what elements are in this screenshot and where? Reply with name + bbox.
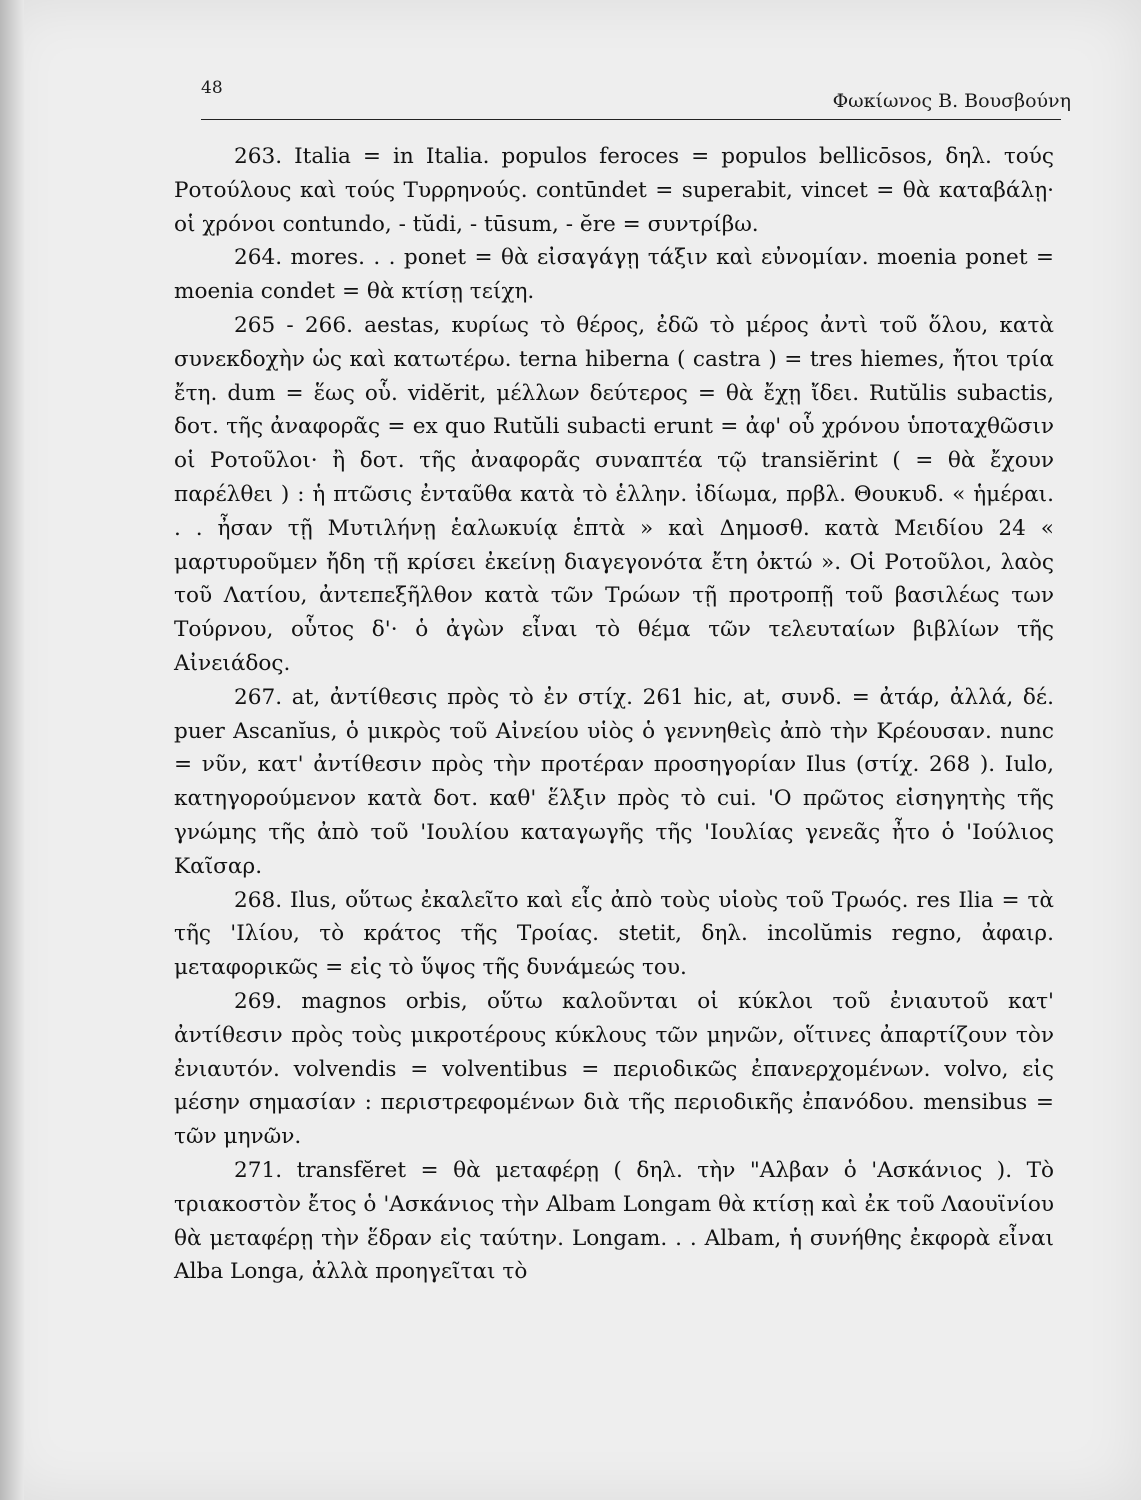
note-269: 269. magnos orbis, οὕτω καλοῦνται οἱ κύκλοι τοῦ ἐνιαυτοῦ κατ' ἀντίθεσιν πρὸς τοὺς μικροτέρους κύκλους τῶν μηνῶν, οἵτινες ἀπαρτίζουν τὸν ἐνιαυτόν. volvendis = volventibus = περιοδικῶς ἐπανερχομένων. volvo, εἰς μέσην σημασίαν : περιστρεφομένων διὰ τῆς περιοδικῆς ἐπανόδου. mensibus = τῶν μηνῶν. bbox=[174, 988, 1054, 1150]
page-header bbox=[201, 76, 1071, 126]
running-head: Φωκίωνος Β. Βουσβούνη bbox=[832, 90, 1071, 112]
note-264: 264. mores. . . ponet = θὰ εἰσαγάγῃ τάξιν καὶ εὐνομίαν. moenia ponet = moenia condet = θὰ κτίσῃ τείχη. bbox=[174, 245, 1054, 305]
note-268: 268. Ilus, οὕτως ἐκαλεῖτο καὶ εἷς ἀπὸ τοὺς υἱοὺς τοῦ Τρωός. res Ilia = τὰ τῆς 'Ιλίου, τὸ κράτος τῆς Τροίας. stetit, δηλ. incolŭmis regno, ἀφαιρ. μεταφορικῶς = εἰς τὸ ὕψος τῆς δυνάμεώς του. bbox=[174, 887, 1054, 981]
note-271: 271. transfĕret = θὰ μεταφέρῃ ( δηλ. τὴν "Αλβαν ὁ 'Ασκάνιος ). Τὸ τριακοστὸν ἔτος ὁ 'Ασκάνιος τὴν Albam Longam θὰ κτίσῃ καὶ ἐκ τοῦ Λαουϊνίου θὰ μεταφέρῃ τὴν ἕδραν εἰς ταύτην. Longam. . . Albam, ἡ συνήθης ἐκφορὰ εἶναι Alba Longa, ἀλλὰ προηγεῖται τὸ bbox=[174, 1157, 1054, 1285]
page-gutter-shadow bbox=[0, 0, 24, 1500]
page-number: 48 bbox=[201, 78, 223, 98]
note-263: 263. Italia = in Italia. populos feroces = populos bellicōsos, δηλ. τούς Ροτούλους καὶ τούς Τυρρηνούς. contūndet = superabit, vincet = θὰ καταβάλῃ· οἱ χρόνοι contundo, - tŭdi, - tūsum, - ĕre = συντρίβω. bbox=[174, 144, 1054, 237]
header-rule bbox=[201, 119, 1061, 120]
note-265-266: 265 - 266. aestas, κυρίως τὸ θέρος, ἐδῶ τὸ μέρος ἀντὶ τοῦ ὅλου, κατὰ συνεκδοχὴν ὡς καὶ κατωτέρω. terna hiberna ( castra ) = tres hiemes, ἤτοι τρία ἔτη. dum = ἕως οὗ. vidĕrit, μέλλων δεύτερος = θὰ ἔχῃ ἴδει. Rutŭlis subactis, δοτ. τῆς ἀναφορᾶς = ex quo Rutŭli subacti erunt = ἀφ' οὗ χρόνου ὑποταχθῶσιν οἱ Ροτοῦλοι· ἢ δοτ. τῆς ἀναφορᾶς συναπτέα τῷ transiĕrint ( = θὰ ἔχουν παρέλθει ) : ἡ πτῶσις ἐνταῦθα κατὰ τὸ ἑλλην. ἰδίωμα, πρβλ. Θουκυδ. « ἡμέραι. . . ἦσαν τῇ Μυτιλήνῃ ἑαλωκυίᾳ ἑπτὰ » καὶ Δημοσθ. κατὰ Μειδίου 24 « μαρτυροῦμεν ἤδη τῇ κρίσει ἐκείνῃ διαγεγονότα ἔτη ὀκτώ ». Οἱ Ροτοῦλοι, λαὸς τοῦ Λατίου, ἀντεπεξῆλθον κατὰ τῶν Τρώων τῇ προτροπῇ τοῦ βασιλέως των Τούρνου, οὗτος δ'· ὁ ἀγὼν εἶναι τὸ θέμα τῶν τελευταίων βιβλίων τῆς Αἰνειάδος. bbox=[174, 312, 1054, 676]
commentary-text bbox=[174, 140, 1054, 1289]
note-267: 267. at, ἀντίθεσις πρὸς τὸ ἐν στίχ. 261 hic, at, συνδ. = ἀτάρ, ἀλλά, δέ. puer Ascanĭus, ὁ μικρὸς τοῦ Αἰνείου υἱὸς ὁ γεννηθεὶς ἀπὸ τὴν Κρέουσαν. nunc = νῦν, κατ' ἀντίθεσιν πρὸς τὴν προτέραν προσηγορίαν Ilus (στίχ. 268 ). Iulo, κατηγορούμενον κατὰ δοτ. καθ' ἕλξιν πρὸς τὸ cui. 'Ο πρῶτος εἰσηγητὴς τῆς γνώμης τῆς ἀπὸ τοῦ 'Ιουλίου καταγωγῆς τῆς 'Ιουλίας γενεᾶς ἦτο ὁ 'Ιούλιος Καῖσαρ. bbox=[174, 684, 1054, 879]
